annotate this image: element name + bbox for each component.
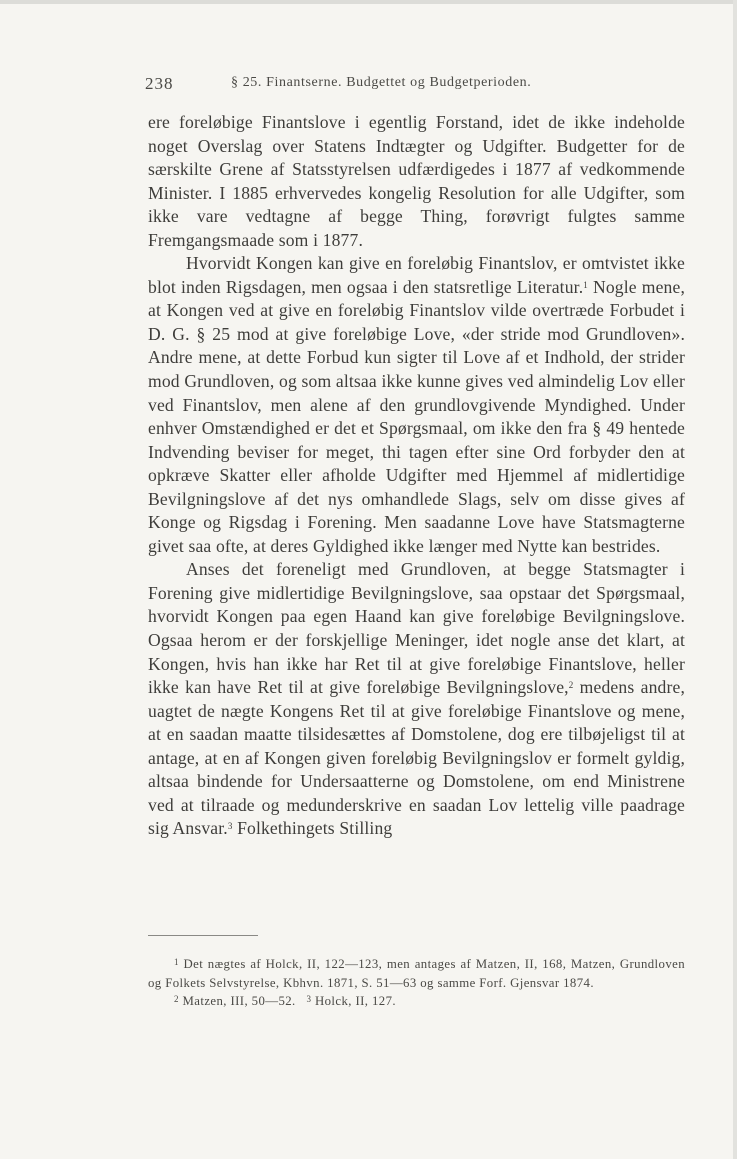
scan-edge-top [0, 0, 737, 4]
running-title: § 25. Finantserne. Budgettet og Budgetperioden. [231, 75, 532, 90]
paragraph-2 [148, 252, 685, 558]
footnote-3-mark: 3 [306, 994, 312, 1005]
footnote-2-text: Matzen, III, 50—52. [178, 994, 296, 1009]
footnote-3-text: Holck, II, 127. [311, 994, 396, 1009]
footnote-ref-1: 1 [583, 279, 588, 290]
paragraph-2-text-a: Hvorvidt Kongen kan give en foreløbig Finantslov, er omtvistet ikke blot inden Rigsdagen, men ogsaa i den statsretlige Literatur. [148, 253, 685, 297]
footnote-rule [148, 935, 258, 936]
footnote-1-mark: 1 [174, 957, 179, 967]
footnote-ref-2: 2 [568, 680, 574, 691]
footnote-2-mark: 2 [174, 994, 179, 1005]
paragraph-3-text-a: Anses det foreneligt med Grundloven, at begge Statsmagter i Forening give midlertidige Bevilgningslove, saa opstaar det Spørgsmaal, hvorvidt Kongen paa egen Haand kan give foreløbige Bevilgningslove. Ogsaa herom er der forskjellige Meninger, idet nogle anse det klart, at Kongen, hvis han ikke har Ret til at give foreløbige Finantslove, heller ikke kan have Ret til at give foreløbige Bevilgningslove, [148, 559, 685, 698]
paragraph-1-text: ere foreløbige Finantslove i egentlig Forstand, idet de ikke indeholde noget Overslag over Statens Indtægter og Udgifter. Budgetter for de særskilte Grene af Statsstyrelsen udfærdigedes i 1877 af vedkommende Minister. I 1885 erhvervedes kongelig Resolution for alle Udgifter, som ikke vare vedtagne af begge Thing, forøvrigt fulgtes samme Fremgangsmaade som i 1877. [148, 112, 685, 250]
paragraph-2-text-b: Nogle mene, at Kongen ved at give en foreløbig Finantslov vilde overtræde Forbudet i D. G. § 25 mod at give foreløbige Love, «der stride mod Grundloven». Andre mene, at dette Forbud kun sigter til Love af et Indhold, der strider mod Grundloven, og som altsaa ikke kunne gives ved almindelig Lov eller ved Finantslov, men alene af den grundlovgivende Myndighed. Under enhver Omstændighed er det et Spørgsmaal, om ikke den fra § 49 hentede Indvending beviser for meget, thi tagen efter sine Ord forbyder den at opkræve Skatter eller afholde Udgifter med Hjemmel af midlertidige Bevilgningslove af det nys omhandlede Slags, selv om disse gives af Konge og Rigsdag i Forening. Men saadanne Love have Statsmagterne givet saa ofte, at deres Gyldighed ikke længer med Nytte kan bestrides. [148, 276, 686, 556]
paragraph-3-text-b: medens andre, uagtet de nægte Kongens Ret til at give foreløbige Finantslove og mene, at en saadan maatte tilsidesættes af Domstolene, dog ere tilbøjeligst til at antage, at en af Kongen given foreløbig Bevilgningslov er formelt gyldig, altsaa bindende for Undersaatterne og Domstolene, om end Ministrene ved at tilraade og medunderskrive en saadan Lov lettelig ville paadrage sig Ansvar. [148, 677, 685, 839]
paragraph-3 [148, 558, 685, 841]
page-number: 238 [145, 74, 174, 93]
footnotes [148, 955, 685, 1011]
scan-edge-right [733, 0, 737, 1159]
paragraph-1 [148, 111, 685, 252]
footnote-1 [148, 955, 685, 992]
footnote-1-text: Det nægtes af Holck, II, 122—123, men antages af Matzen, II, 168, Matzen, Grundloven og Folkets Selvstyrelse, Kbhvn. 1871, S. 51—63 og samme Forf. Gjensvar 1874. [148, 957, 685, 990]
footnotes-2-3 [148, 992, 685, 1011]
body-text [148, 111, 685, 841]
paragraph-3-text-c: Folkethingets Stilling [232, 818, 393, 839]
footnote-ref-3: 3 [227, 821, 233, 832]
running-header [145, 74, 595, 98]
